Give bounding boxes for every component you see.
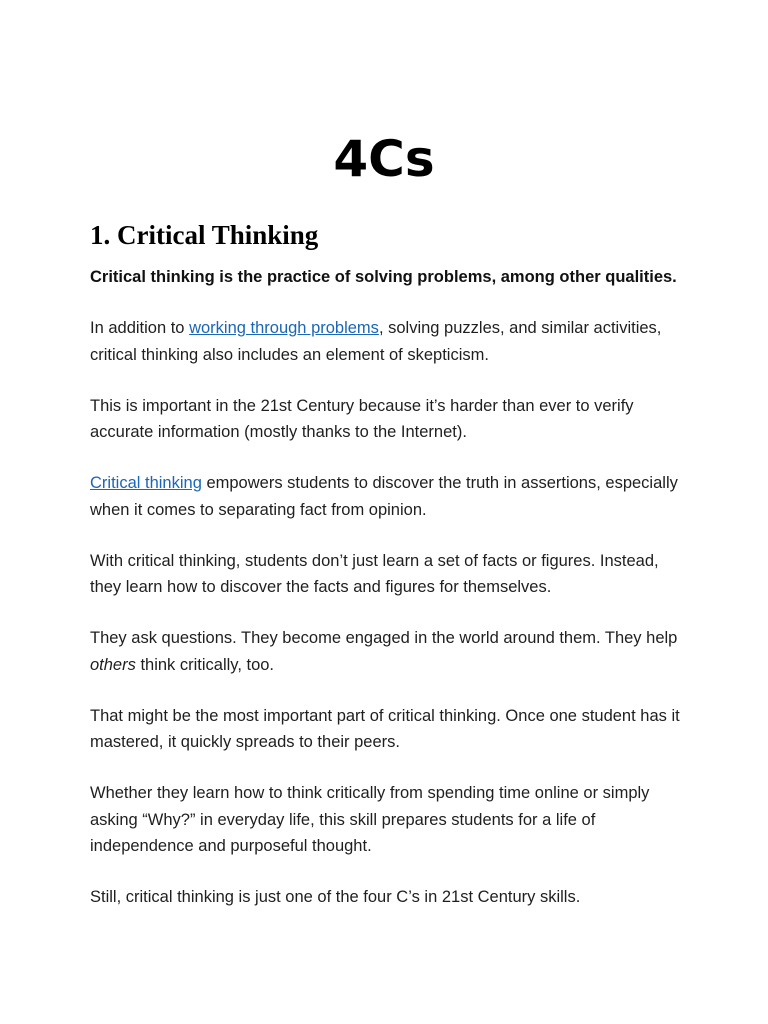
paragraph-5 xyxy=(90,625,682,678)
working-through-problems-link[interactable]: working through problems xyxy=(189,319,379,337)
paragraph-3 xyxy=(90,470,682,523)
lead-paragraph: Critical thinking is the practice of solving problems, among other qualities. xyxy=(90,268,677,286)
paragraph-1-text-before: In addition to xyxy=(90,319,190,337)
paragraph-5-emphasis: others xyxy=(90,655,136,674)
paragraph-5-text-after: think critically, too. xyxy=(135,655,275,674)
paragraph-1 xyxy=(90,315,682,368)
paragraph-2: This is important in the 21st Century because it’s harder than ever to verify accurate information (mostly thanks to the Internet). xyxy=(90,396,634,441)
paragraph-8: Still, critical thinking is just one of the four C’s in 21st Century skills. xyxy=(90,888,581,906)
article-body xyxy=(90,264,682,935)
paragraph-7: Whether they learn how to think critically from spending time online or simply asking “Why?” in everyday life, this skill prepares students for a life of independence and purposeful thought. xyxy=(90,784,650,855)
critical-thinking-link[interactable]: Critical thinking xyxy=(90,474,202,492)
paragraph-3-text-after: empowers students to discover the truth in assertions, especially when it comes to separating fact from opinion. xyxy=(90,474,678,519)
document-title: 4Cs xyxy=(333,130,435,188)
paragraph-1-text-after: , solving puzzles, and similar activities, critical thinking also includes an element of skepticism. xyxy=(90,319,662,364)
paragraph-6: That might be the most important part of critical thinking. Once one student has it mastered, it quickly spreads to their peers. xyxy=(90,706,680,751)
section-heading: 1. Critical Thinking xyxy=(90,220,319,250)
paragraph-5-text-before: They ask questions. They become engaged in the world around them. They help xyxy=(90,629,678,647)
paragraph-4: With critical thinking, students don’t just learn a set of facts or figures. Instead, they learn how to discover the facts and figures for themselves. xyxy=(90,551,659,596)
